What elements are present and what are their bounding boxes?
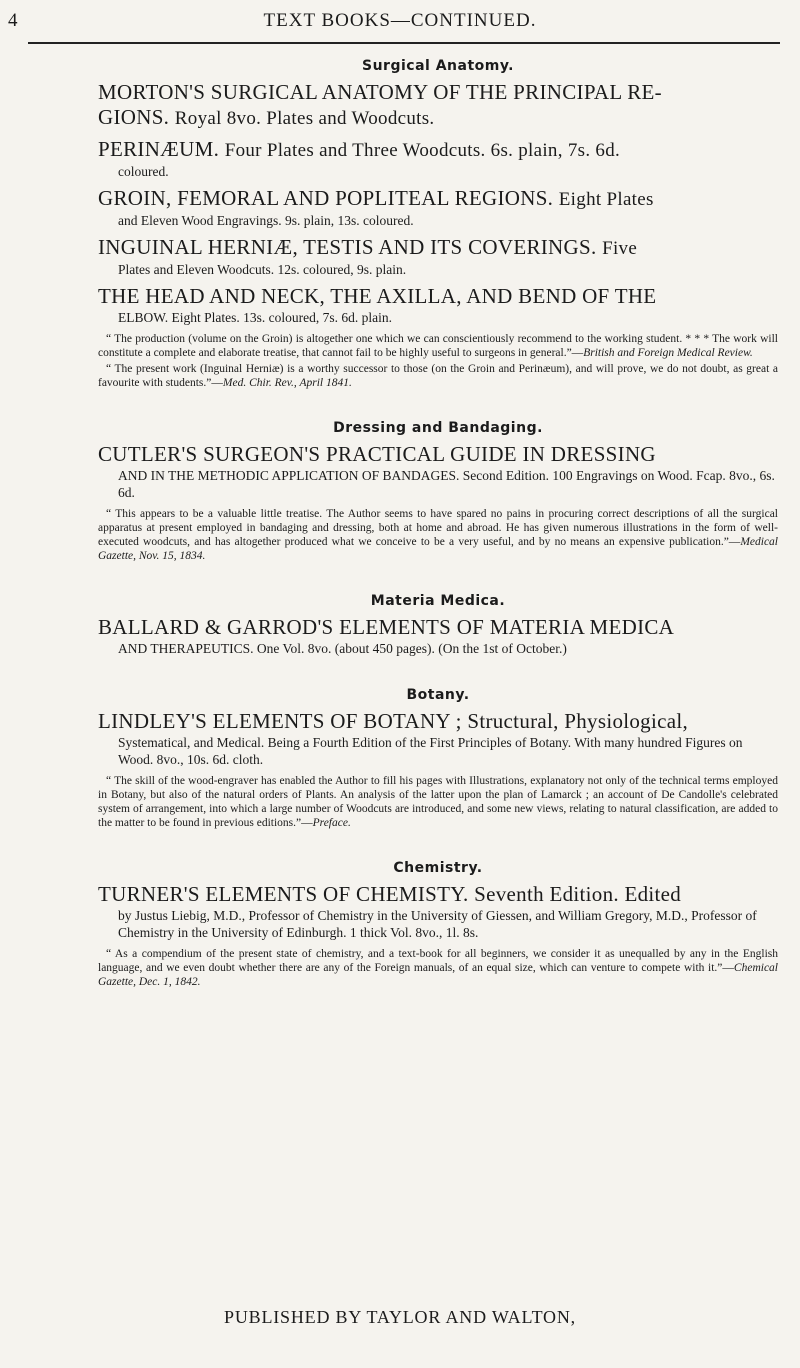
book-detail: AND IN THE METHODIC APPLICATION OF BANDAGES. Second Edition. 100 Engravings on Wood. Fcap. 8vo., 6s. 6d. <box>118 468 775 500</box>
book-detail-inline: Royal 8vo. Plates and Woodcuts. <box>174 108 435 129</box>
review-text: “ The present work (Inguinal Herniæ) is a worthy successor to those (on the Groin and Perinæum), and will prove, we do not doubt, as great a favourite with students.”— <box>98 363 778 389</box>
book-entry <box>98 137 778 180</box>
book-title-text: MORTON'S SURGICAL ANATOMY OF THE PRINCIPAL RE- <box>98 80 662 104</box>
section-heading: Surgical Anatomy. <box>362 58 514 74</box>
section-heading: Chemistry. <box>393 860 483 876</box>
review-quote <box>98 774 778 830</box>
section-heading: Materia Medica. <box>370 593 506 609</box>
book-title-text: TURNER'S ELEMENTS OF CHEMISTY. Seventh Edition. Edited <box>98 882 682 906</box>
section-heading: Botany. <box>406 687 470 703</box>
book-title <box>98 615 778 640</box>
book-entry <box>98 186 778 229</box>
book-title-text: BALLARD & GARROD'S ELEMENTS OF MATERIA MEDICA <box>98 615 675 639</box>
book-detail: coloured. <box>118 164 169 179</box>
catalogue-section <box>98 420 778 563</box>
book-title-text: THE HEAD AND NECK, THE AXILLA, AND BEND OF THE <box>98 284 657 308</box>
review-quote <box>98 362 778 390</box>
review-text: “ The production (volume on the Groin) is altogether one which we can conscientiously recommend to the working student. * * * The work will constitute a complete and elaborate treatise, that cannot fail to be highly useful to surgeons in general.”— <box>98 333 778 359</box>
book-entry <box>98 442 778 501</box>
page-number: 4 <box>8 10 18 31</box>
book-title-text: LINDLEY'S ELEMENTS OF BOTANY ; Structural, Physiological, <box>98 709 689 733</box>
book-title <box>98 709 778 734</box>
publisher-footer: PUBLISHED BY TAYLOR AND WALTON, <box>224 1307 576 1327</box>
review-source: Chemical Gazette, Dec. 1, 1842. <box>98 962 778 988</box>
review-source: British and Foreign Medical Review. <box>583 347 753 359</box>
book-title <box>98 235 778 261</box>
book-detail-inline: Five <box>602 238 638 259</box>
book-entry <box>98 235 778 278</box>
catalogue-section <box>98 687 778 830</box>
book-title-text: CUTLER'S SURGEON'S PRACTICAL GUIDE IN DRESSING <box>98 442 656 466</box>
catalogue-section <box>98 593 778 657</box>
book-entry <box>98 615 778 657</box>
book-detail: Systematical, and Medical. Being a Fourth Edition of the First Principles of Botany. With many hundred Figures on Wood. 8vo., 10s. 6d. cloth. <box>118 735 743 767</box>
running-title: TEXT BOOKS—CONTINUED. <box>263 10 537 31</box>
book-entry <box>98 882 778 941</box>
review-text: “ This appears to be a valuable little treatise. The Author seems to have spared no pains in procuring correct descriptions of all the surgical apparatus at present employed in bandaging and dressing, both at home and abroad. He has given numerous illustrations in the form of well-executed woodcuts, and has altogether produced what we conceive to be a very useful, and by no means an expensive publication.”— <box>98 508 778 548</box>
review-source: Med. Chir. Rev., April 1841. <box>222 377 352 389</box>
book-detail: Plates and Eleven Woodcuts. 12s. coloured, 9s. plain. <box>118 262 407 277</box>
book-entry <box>98 709 778 768</box>
book-detail-inline: Eight Plates <box>558 189 654 210</box>
book-detail: ELBOW. Eight Plates. 13s. coloured, 7s. 6d. plain. <box>118 310 392 325</box>
book-entry <box>98 80 778 131</box>
book-title <box>98 442 778 467</box>
section-heading: Dressing and Bandaging. <box>333 420 543 436</box>
book-title-text: GROIN, FEMORAL AND POPLITEAL REGIONS. <box>98 186 554 210</box>
catalogue-section <box>98 860 778 989</box>
header-rule <box>28 42 780 44</box>
review-source: Preface. <box>312 817 351 829</box>
review-quote <box>98 507 778 563</box>
book-entry <box>98 284 778 326</box>
catalogue-content <box>98 58 778 1019</box>
book-title <box>98 80 778 131</box>
book-title <box>98 284 778 309</box>
review-source: Medical Gazette, Nov. 15, 1834. <box>98 536 778 562</box>
catalogue-section <box>98 58 778 390</box>
book-title-text: INGUINAL HERNIÆ, TESTIS AND ITS COVERINGS. <box>98 235 597 259</box>
review-text: “ As a compendium of the present state of chemistry, and a text-book for all beginners, we consider it as unequalled by any in the English language, and we even doubt whether there are any of the Foreign manuals, of an equal size, which can venture to compete with it.”— <box>98 948 778 974</box>
book-detail: by Justus Liebig, M.D., Professor of Chemistry in the University of Giessen, and William Gregory, M.D., Professor of Chemistry in the University of Edinburgh. 1 thick Vol. 8vo., 1l. 8s. <box>118 908 757 940</box>
page-header <box>0 6 800 40</box>
book-title <box>98 137 778 163</box>
book-title-text: PERINÆUM. <box>98 137 220 161</box>
review-text: “ The skill of the wood-engraver has enabled the Author to fill his pages with Illustrations, explanatory not only of the technical terms employed in Botany, but also of the natural orders of Plants. An analysis of the latter upon the plan of Lamarck ; an account of De Candolle's celebrated system of arrangement, into which a large number of Woodcuts are introduced, and some new views, relating to natural classification, are added to the matter to be found in previous editions.”— <box>98 775 778 829</box>
book-detail: AND THERAPEUTICS. One Vol. 8vo. (about 450 pages). (On the 1st of October.) <box>118 641 567 656</box>
book-detail: and Eleven Wood Engravings. 9s. plain, 13s. coloured. <box>118 213 414 228</box>
book-title-text: GIONS. <box>98 105 170 129</box>
book-title <box>98 186 778 212</box>
review-quote <box>98 947 778 989</box>
book-title <box>98 882 778 907</box>
review-quote <box>98 332 778 360</box>
book-detail-inline: Four Plates and Three Woodcuts. 6s. plain, 7s. 6d. <box>224 140 621 161</box>
